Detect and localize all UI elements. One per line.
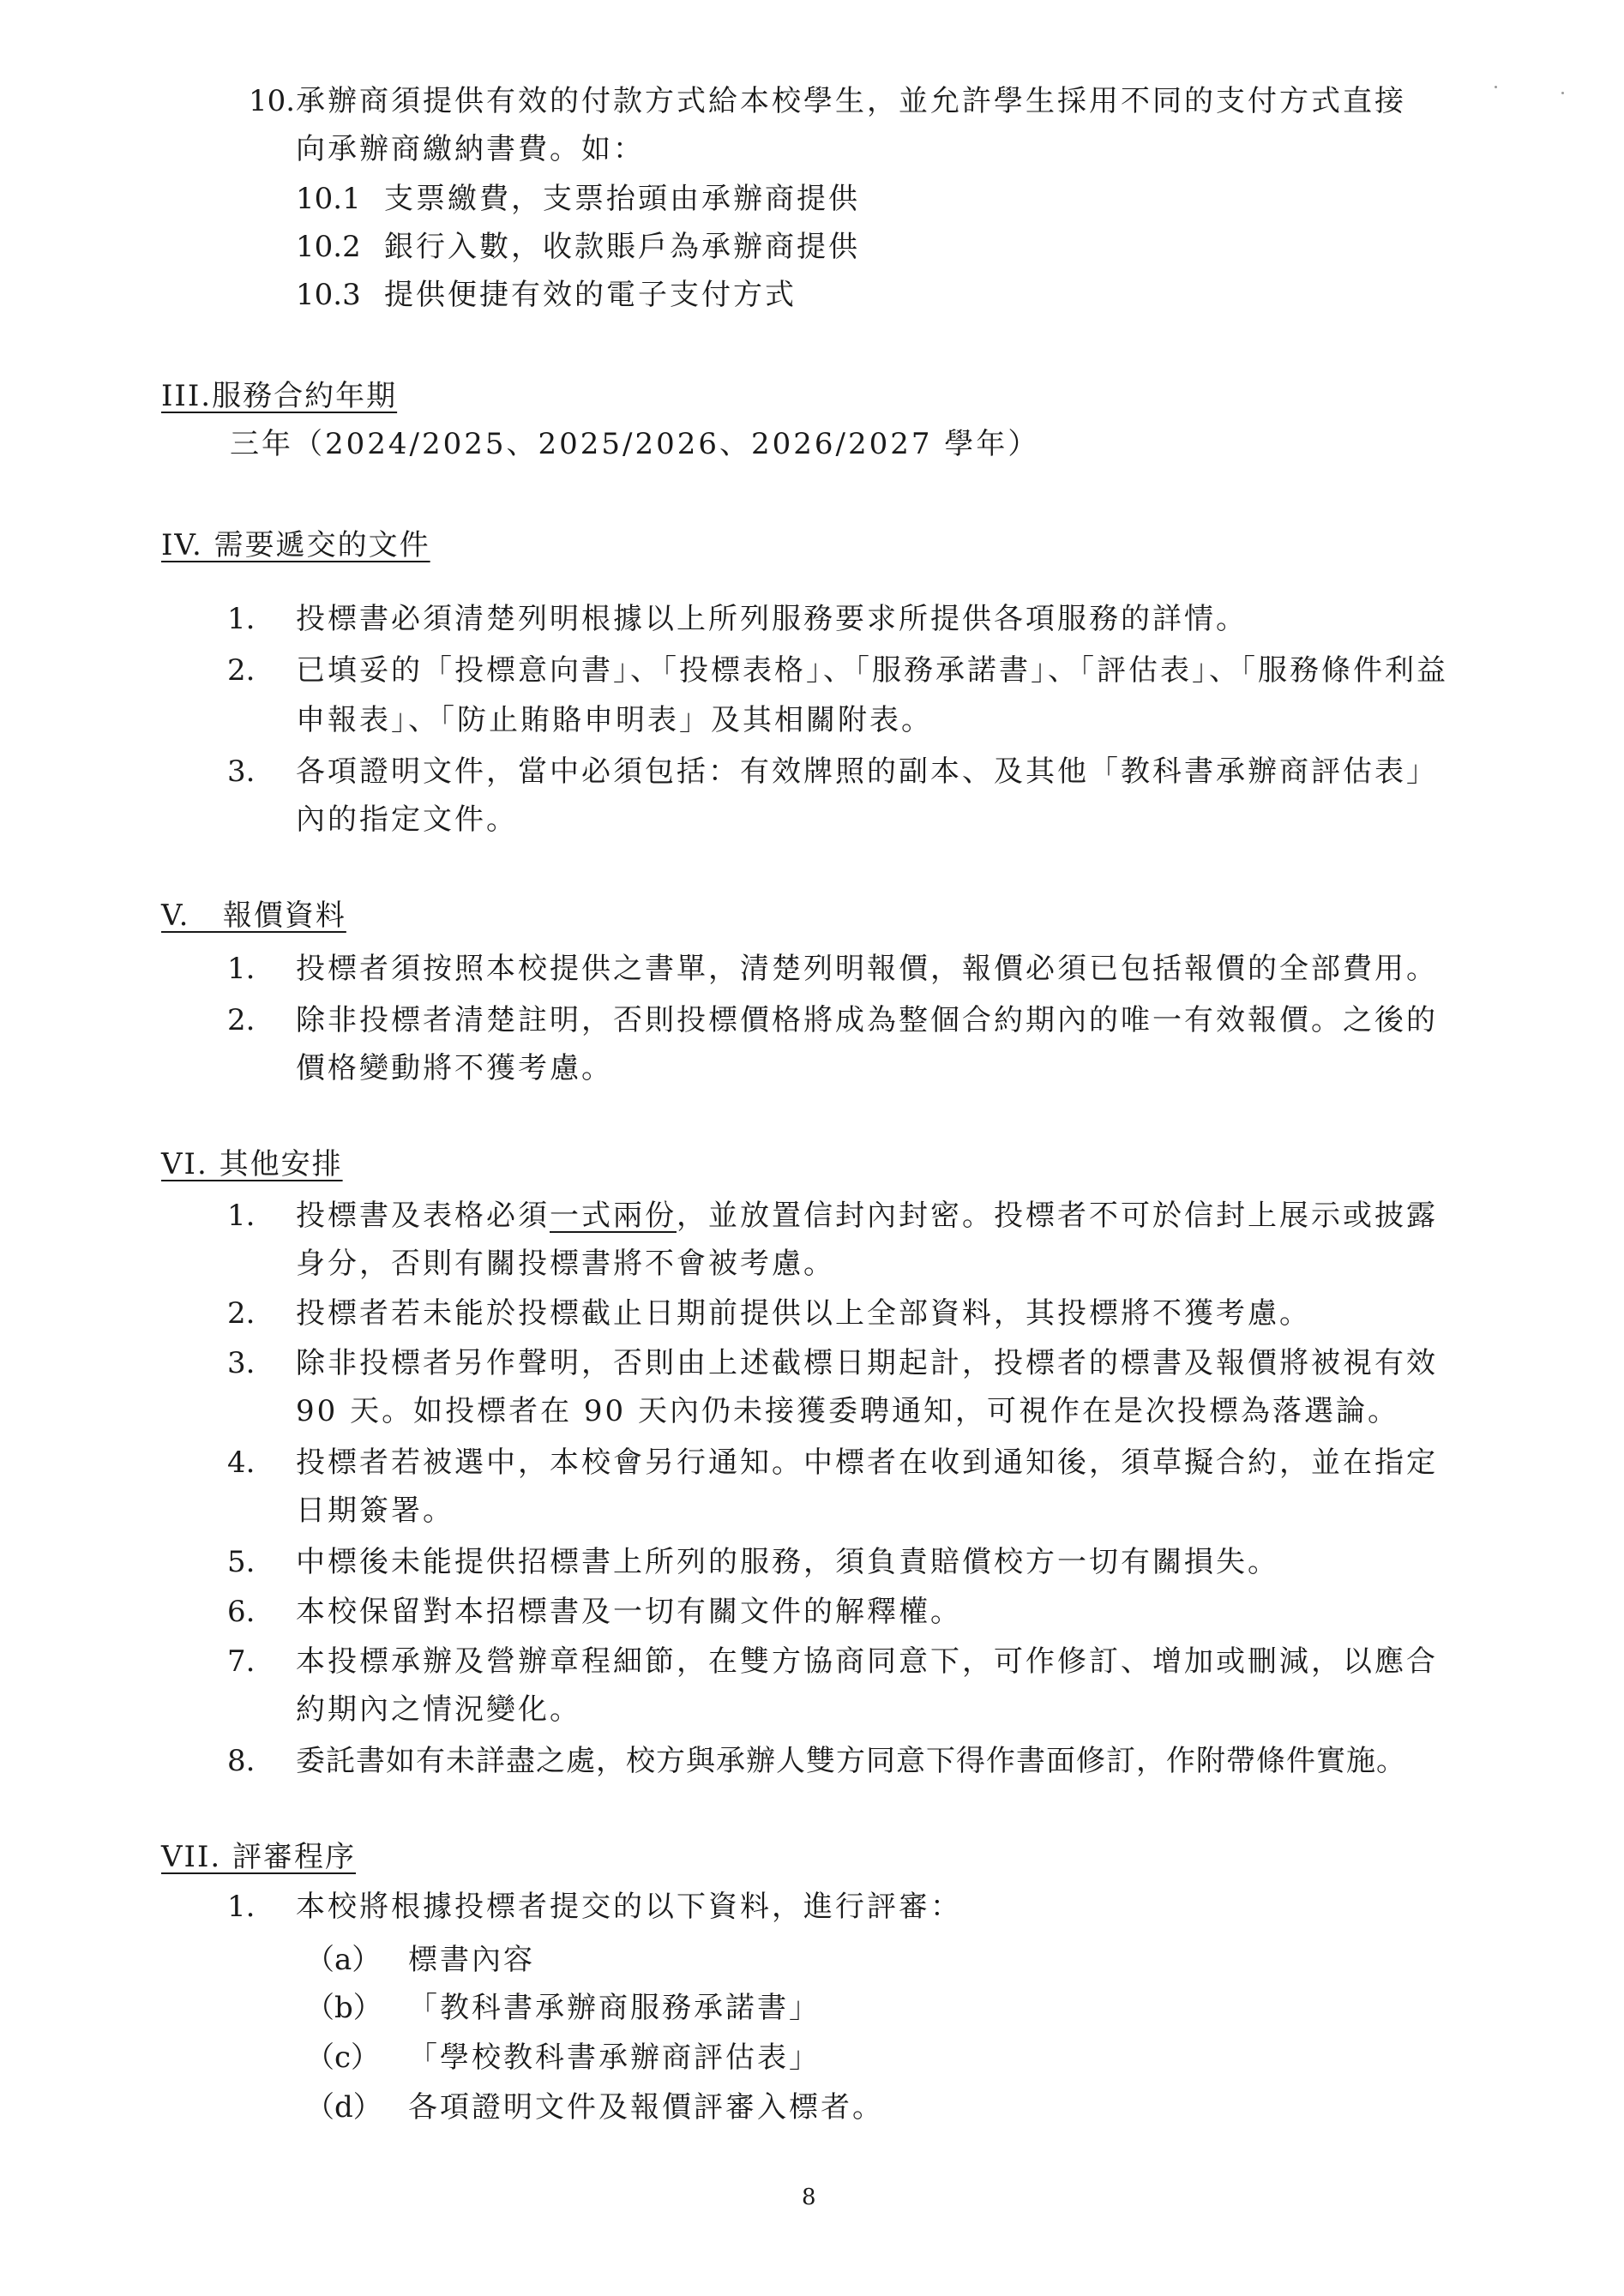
item-number: 3. [227, 754, 256, 789]
section-heading: III.服務合約年期 [161, 379, 398, 413]
paragraph-line: 申報表」、「防止賄賂申明表」及其相關附表。 [296, 703, 933, 737]
sub-item-label: （c） [305, 2041, 381, 2075]
paragraph-line: 本校保留對本招標書及一切有關文件的解釋權。 [296, 1595, 962, 1629]
item-number: 7. [227, 1644, 256, 1679]
item-number: 3. [227, 1346, 256, 1380]
paragraph-line: 約期內之情況變化。 [296, 1692, 581, 1727]
paragraph-line: 委託書如有未詳盡之處，校方與承辦人雙方同意下得作書面修訂，作附帶條件實施。 [296, 1744, 1406, 1778]
scan-speck [1495, 86, 1497, 88]
paragraph-line: 投標者須按照本校提供之書單，清楚列明報價，報價必須已包括報價的全部費用。 [296, 952, 1438, 986]
paragraph-line: 除非投標者清楚註明，否則投標價格將成為整個合約期內的唯一有效報價。之後的 [296, 1003, 1438, 1037]
sub-item-text: 「學校教科書承辦商評估表」 [408, 2041, 821, 2075]
paragraph-line: 向承辦商繳納書費。如： [296, 132, 645, 166]
sub-item-text: 各項證明文件及報價評審入標者。 [408, 2090, 884, 2125]
paragraph-line: 中標後未能提供招標書上所列的服務，須負責賠償校方一切有關損失。 [296, 1545, 1279, 1579]
paragraph-line: 承辦商須提供有效的付款方式給本校學生，並允許學生採用不同的支付方式直接 [296, 84, 1406, 118]
item-number: 2. [227, 653, 256, 688]
paragraph-line: 投標者若被選中，本校會另行通知。中標者在收到通知後，須草擬合約，並在指定 [296, 1446, 1438, 1480]
section-heading: VI. 其他安排 [161, 1147, 343, 1181]
paragraph-line: 本投標承辦及營辦章程細節，在雙方協商同意下，可作修訂、增加或刪減，以應合 [296, 1644, 1438, 1679]
section-heading: VII. 評審程序 [161, 1840, 357, 1874]
section-heading: V. 報價資料 [161, 899, 346, 933]
text-run: 投標書及表格必須 [296, 1199, 550, 1233]
section-heading: IV. 需要遞交的文件 [161, 528, 430, 562]
sub-item-text: 銀行入數，收款賬戶為承辦商提供 [384, 230, 860, 264]
paragraph-line: 價格變動將不獲考慮。 [296, 1051, 613, 1085]
paragraph-line [296, 1197, 1438, 1235]
item-number: 2. [227, 1003, 256, 1037]
item-number: 1. [227, 602, 256, 636]
paragraph-line: 本校將根據投標者提交的以下資料，進行評審： [296, 1890, 962, 1924]
sub-item-label: （b） [305, 1991, 382, 2025]
sub-item-label: （a） [305, 1943, 382, 1977]
paragraph-line: 內的指定文件。 [296, 802, 518, 837]
paragraph-line: 投標者若未能於投標截止日期前提供以上全部資料，其投標將不獲考慮。 [296, 1296, 1311, 1331]
sub-item-number: 10.2 [296, 230, 361, 264]
item-number: 1. [227, 1199, 256, 1233]
sub-item-text: 提供便捷有效的電子支付方式 [384, 278, 797, 312]
text-run: ，並放置信封內封密。投標者不可於信封上展示或披露 [677, 1199, 1438, 1233]
sub-item-text: 標書內容 [408, 1943, 535, 1977]
item-number: 1. [227, 1890, 256, 1924]
paragraph-line: 三年（2024/2025、2025/2026、2026/2027 學年） [230, 427, 1040, 461]
paragraph-line: 除非投標者另作聲明，否則由上述截標日期起計，投標者的標書及報價將被視有效 [296, 1346, 1438, 1380]
sub-item-number: 10.3 [296, 278, 361, 312]
sub-item-text: 支票繳費，支票抬頭由承辦商提供 [384, 182, 860, 216]
sub-item-text: 「教科書承辦商服務承諾書」 [408, 1991, 821, 2025]
sub-item-number: 10.1 [296, 182, 361, 216]
item-number: 4. [227, 1446, 256, 1480]
item-number: 5. [227, 1545, 256, 1579]
underlined-emphasis: 一式兩份 [550, 1199, 677, 1233]
item-number: 6. [227, 1595, 256, 1629]
paragraph-line: 90 天。如投標者在 90 天內仍未接獲委聘通知，可視作在是次投標為落選論。 [296, 1394, 1399, 1428]
paragraph-line: 已填妥的「投標意向書」、「投標表格」、「服務承諾書」、「評估表」、「服務條件利益 [296, 653, 1448, 688]
item-number: 1. [227, 952, 256, 986]
item-number: 10. [249, 84, 296, 118]
paragraph-line: 日期簽署。 [296, 1494, 454, 1528]
page-number: 8 [802, 2185, 816, 2210]
paragraph-line: 投標書必須清楚列明根據以上所列服務要求所提供各項服務的詳情。 [296, 602, 1248, 636]
scan-speck [1561, 92, 1564, 94]
paragraph-line: 身分，否則有關投標書將不會被考慮。 [296, 1247, 835, 1281]
paragraph-line: 各項證明文件，當中必須包括：有效牌照的副本、及其他「教科書承辦商評估表」 [296, 754, 1438, 789]
sub-item-label: （d） [305, 2090, 382, 2125]
item-number: 8. [227, 1744, 256, 1778]
item-number: 2. [227, 1296, 256, 1331]
